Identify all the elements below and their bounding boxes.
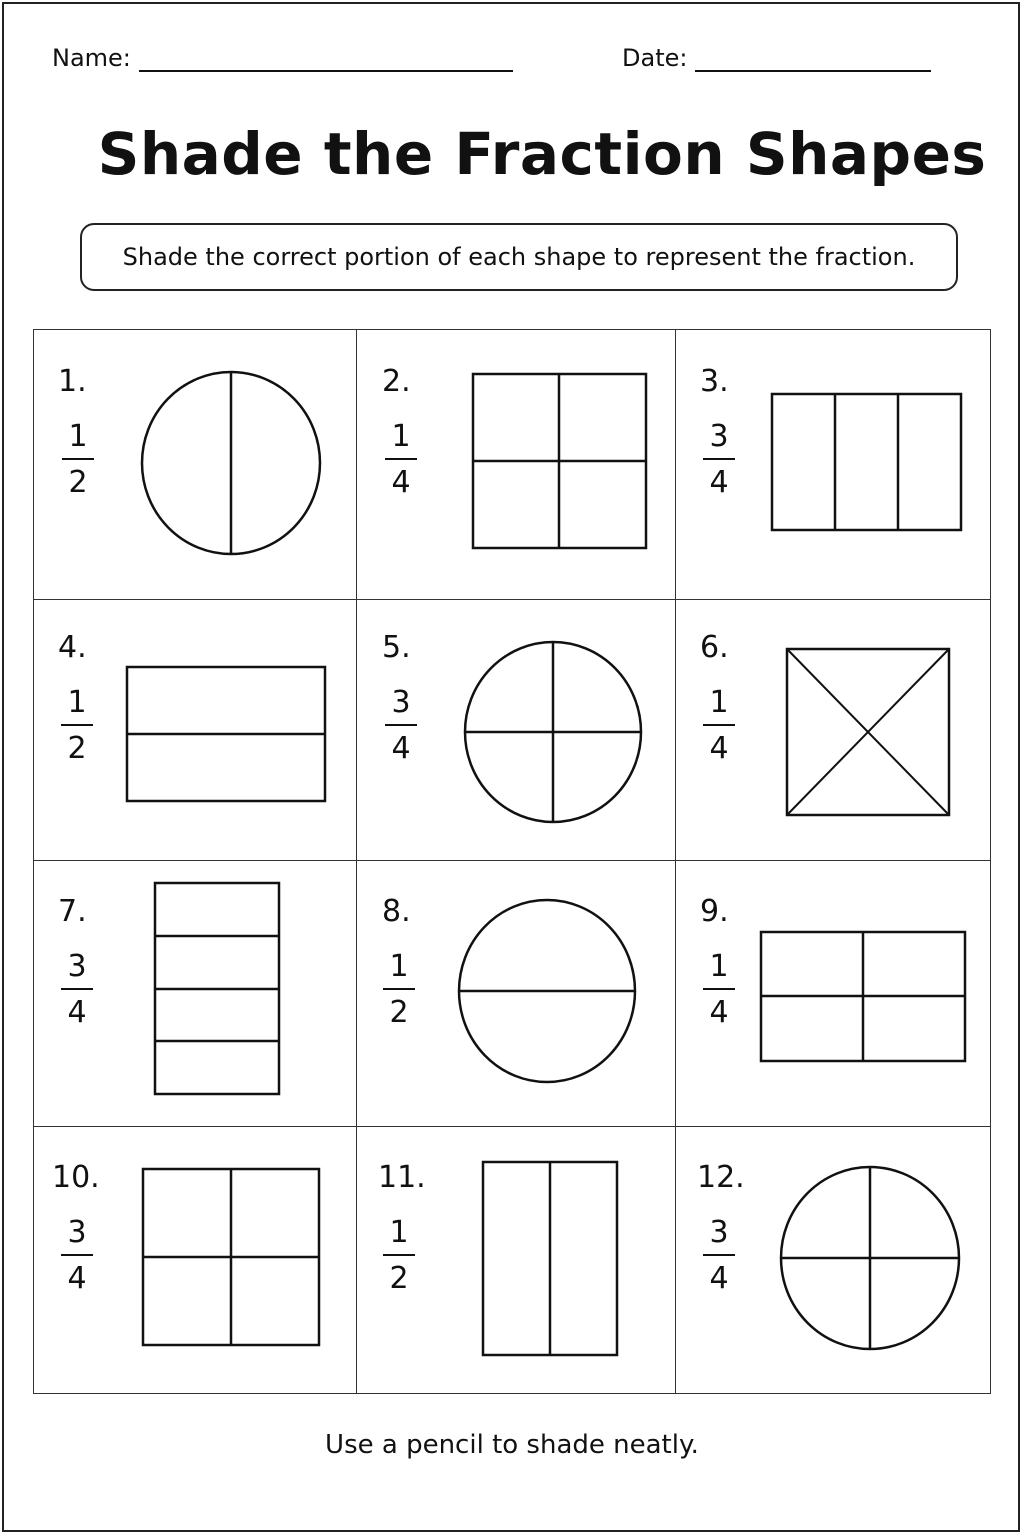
fraction: [381, 419, 421, 500]
fraction: [379, 949, 419, 1030]
numerator: 3: [67, 949, 87, 984]
rectangle-stacked-quarters-shape[interactable]: [154, 882, 280, 1095]
square-quarters-shape[interactable]: [472, 373, 647, 549]
numerator: 3: [709, 1215, 729, 1250]
rectangle-halves-vertical-shape[interactable]: [482, 1161, 618, 1356]
rectangle-quarters-shape[interactable]: [760, 931, 966, 1062]
numerator: 3: [67, 1215, 87, 1250]
numerator: 1: [709, 685, 729, 720]
denominator: 4: [67, 1261, 87, 1296]
denominator: 4: [709, 1261, 729, 1296]
grid-divider: [34, 1126, 990, 1127]
circle-halves-shape[interactable]: [140, 370, 322, 556]
numerator: 3: [391, 685, 411, 720]
fraction: [57, 949, 97, 1030]
rectangle-thirds-shape[interactable]: [771, 393, 962, 531]
date-line[interactable]: [695, 44, 931, 72]
fraction: [699, 1215, 739, 1296]
rectangle-halves-shape[interactable]: [126, 666, 326, 802]
problem-number: 9.: [700, 894, 729, 929]
problem-number: 12.: [697, 1160, 745, 1195]
problem-number: 2.: [382, 364, 411, 399]
numerator: 3: [709, 419, 729, 454]
grid-divider: [34, 860, 990, 861]
problem-number: 11.: [378, 1160, 426, 1195]
name-line[interactable]: [139, 44, 513, 72]
circle-quarters-shape[interactable]: [463, 640, 643, 824]
fraction: [58, 419, 98, 500]
denominator: 4: [391, 731, 411, 766]
name-field[interactable]: [52, 44, 513, 72]
problem-number: 8.: [382, 894, 411, 929]
denominator: 4: [709, 995, 729, 1030]
problem-number: 6.: [700, 630, 729, 665]
fraction: [699, 949, 739, 1030]
denominator: 4: [391, 465, 411, 500]
date-field[interactable]: [622, 44, 931, 72]
fraction: [381, 685, 421, 766]
denominator: 2: [389, 995, 409, 1030]
instruction-box: [80, 223, 958, 291]
problem-number: 1.: [58, 364, 87, 399]
numerator: 1: [389, 949, 409, 984]
name-label: Name:: [52, 44, 131, 72]
numerator: 1: [709, 949, 729, 984]
problem-number: 5.: [382, 630, 411, 665]
fraction: [379, 1215, 419, 1296]
footer-note: Use a pencil to shade neatly.: [325, 1430, 699, 1460]
circle-halves-horizontal-shape[interactable]: [457, 898, 637, 1084]
date-label: Date:: [622, 44, 688, 72]
problem-number: 7.: [58, 894, 87, 929]
denominator: 4: [67, 995, 87, 1030]
grid-divider: [34, 599, 990, 600]
grid-divider: [356, 330, 357, 1393]
instruction-text: Shade the correct portion of each shape to represent the fraction.: [122, 243, 916, 271]
numerator: 1: [68, 419, 88, 454]
denominator: 4: [709, 731, 729, 766]
problem-number: 4.: [58, 630, 87, 665]
numerator: 1: [67, 685, 87, 720]
square-diagonal-quarters-shape[interactable]: [786, 648, 950, 816]
problem-number: 3.: [700, 364, 729, 399]
denominator: 2: [68, 465, 88, 500]
fraction: [699, 419, 739, 500]
fraction: [57, 1215, 97, 1296]
fraction: [699, 685, 739, 766]
denominator: 4: [709, 465, 729, 500]
problem-number: 10.: [52, 1160, 100, 1195]
denominator: 2: [67, 731, 87, 766]
numerator: 1: [389, 1215, 409, 1250]
grid-divider: [675, 330, 676, 1393]
denominator: 2: [389, 1261, 409, 1296]
numerator: 1: [391, 419, 411, 454]
circle-quarters-shape[interactable]: [779, 1165, 961, 1351]
square-quarters-shape[interactable]: [142, 1168, 320, 1346]
worksheet-title: Shade the Fraction Shapes: [97, 120, 987, 188]
fraction: [57, 685, 97, 766]
